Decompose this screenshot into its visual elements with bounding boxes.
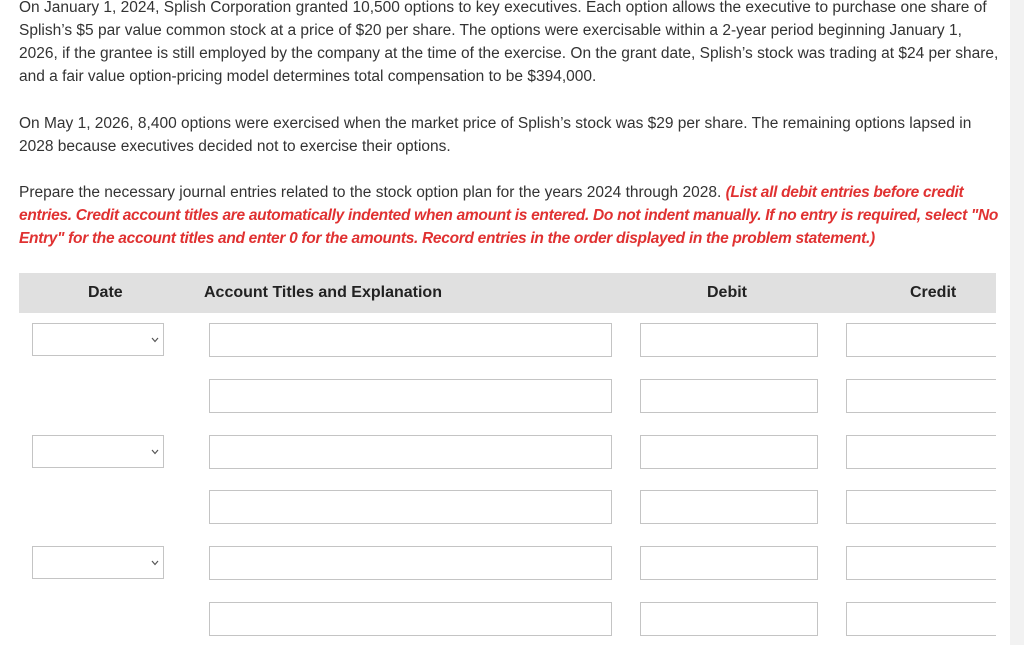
instructions-text: (List all debit entries before credit entries. Credit account titles are automatically indented when amount is entered. Do not indent manually. If no entry is required, select "No Entry" for the account titles and enter 0 for the amounts. Record entries in the order displayed in the problem statement.) (19, 184, 999, 247)
debit-amount-input[interactable] (640, 435, 818, 469)
problem-paragraph-2: On May 1, 2026, 8,400 options were exercised when the market price of Splish’s stock was $29 per share. The remaining options lapsed in 2028 because executives decided not to exercise their options. (19, 115, 972, 155)
credit-amount-input[interactable] (846, 490, 996, 524)
problem-paragraph-1: On January 1, 2024, Splish Corporation granted 10,500 options to key executives. Each option allows the executive to purchase one share of Splish’s $5 par value common stock at a price of $20 per share. The options were exercisable within a 2-year period beginning January 1, 2026, if the grantee is still employed by the company at the time of the exercise. On the grant date, Splish’s stock was trading at $24 per share, and a fair value option-pricing model determines total compensation to be $394,000. (19, 0, 999, 85)
date-select[interactable] (32, 323, 164, 356)
scrollbar-track[interactable] (1010, 0, 1024, 645)
debit-column-header: Debit (707, 284, 747, 301)
debit-amount-input[interactable] (640, 602, 818, 636)
account-title-input[interactable] (209, 435, 612, 469)
chevron-down-icon (150, 558, 160, 568)
account-column-header: Account Titles and Explanation (204, 284, 442, 301)
debit-amount-input[interactable] (640, 490, 818, 524)
chevron-down-icon (150, 335, 160, 345)
debit-amount-input[interactable] (640, 379, 818, 413)
account-title-input[interactable] (209, 490, 612, 524)
credit-amount-input[interactable] (846, 435, 996, 469)
date-select[interactable] (32, 435, 164, 468)
debit-amount-input[interactable] (640, 323, 818, 357)
journal-table-header (19, 273, 996, 313)
credit-amount-input[interactable] (846, 323, 996, 357)
account-title-input[interactable] (209, 379, 612, 413)
date-select[interactable] (32, 546, 164, 579)
credit-amount-input[interactable] (846, 546, 996, 580)
chevron-down-icon (150, 447, 160, 457)
problem-paragraph-3 (19, 181, 1004, 250)
credit-amount-input[interactable] (846, 602, 996, 636)
task-text: Prepare the necessary journal entries related to the stock option plan for the years 2024 through 2028. (19, 184, 726, 201)
account-title-input[interactable] (209, 323, 612, 357)
debit-amount-input[interactable] (640, 546, 818, 580)
credit-column-header: Credit (910, 284, 957, 301)
credit-amount-input[interactable] (846, 379, 996, 413)
account-title-input[interactable] (209, 546, 612, 580)
account-title-input[interactable] (209, 602, 612, 636)
date-column-header: Date (88, 284, 123, 301)
